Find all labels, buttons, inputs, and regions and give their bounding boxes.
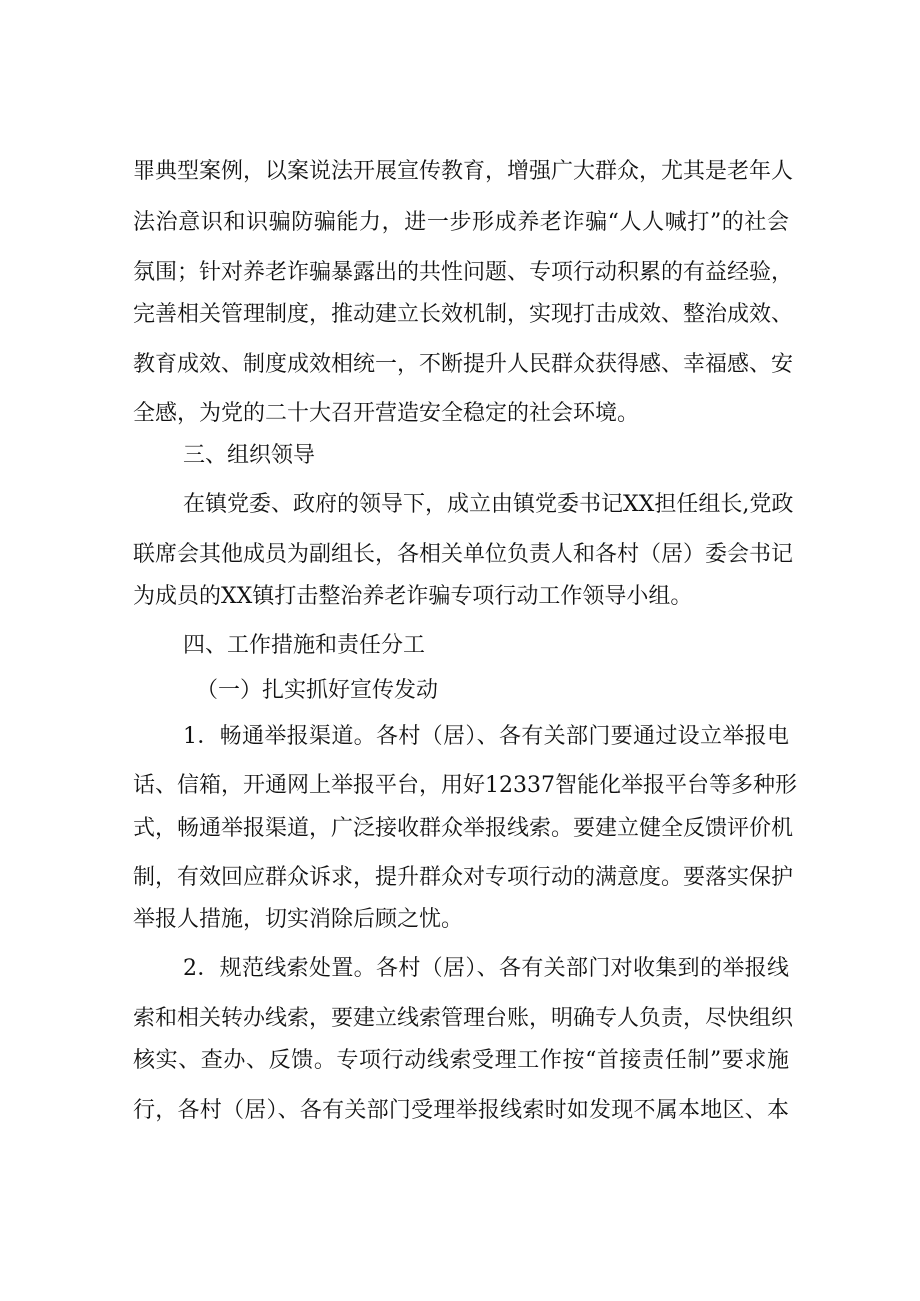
paragraph-line: 教育成效、制度成效相统一，不断提升人民群众获得感、幸福感、安 [133,352,794,377]
paragraph-line: 举报人措施，切实消除后顾之忧。 [133,907,464,932]
paragraph-line: 罪典型案例，以案说法开展宣传教育，增强广大群众，尤其是老年人 [133,159,794,184]
paragraph-line: 完善相关管理制度，推动建立长效机制，实现打击成效、整治成效、 [133,302,794,327]
section-heading: 四、工作措施和责任分工 [183,633,426,658]
paragraph-line: 行，各村（居）、各有关部门受理举报线索时如发现不属本地区、本 [133,1098,789,1123]
paragraph-line: 法治意识和识骗防骗能力，进一步形成养老诈骗“人人喊打”的社会 [133,210,789,235]
paragraph-line: 1．畅通举报渠道。各村（居）、各有关部门要通过设立举报电 [183,724,789,749]
paragraph-line: 氛围；针对养老诈骗暴露出的共性问题、专项行动积累的有益经验， [133,260,794,285]
paragraph-line: 2．规范线索处置。各村（居）、各有关部门对收集到的举报线 [183,956,789,981]
paragraph-line: 联席会其他成员为副组长，各相关单位负责人和各村（居）委会书记 [133,542,794,567]
paragraph-line: 式，畅通举报渠道，广泛接收群众举报线索。要建立健全反馈评价机 [133,816,794,841]
paragraph-line: 话、信箱，开通网上举报平台，用好12337智能化举报平台等多种形 [133,773,797,798]
paragraph-line: 制，有效回应群众诉求，提升群众对专项行动的满意度。要落实保护 [133,865,794,890]
subsection-heading: （一）扎实抓好宣传发动 [196,678,439,703]
section-heading: 三、组织领导 [183,443,316,468]
paragraph-line: 索和相关转办线索，要建立线索管理台账，明确专人负责，尽快组织 [133,1006,794,1031]
paragraph-line: 全感，为党的二十大召开营造安全稳定的社会环境。 [133,401,640,426]
paragraph-line: 为成员的XX镇打击整治养老诈骗专项行动工作领导小组。 [133,584,693,609]
paragraph-line: 核实、查办、反馈。专项行动线索受理工作按“首接责任制”要求施 [133,1048,789,1073]
paragraph-line: 在镇党委、政府的领导下，成立由镇党委书记XX担任组长,党政 [183,492,794,517]
